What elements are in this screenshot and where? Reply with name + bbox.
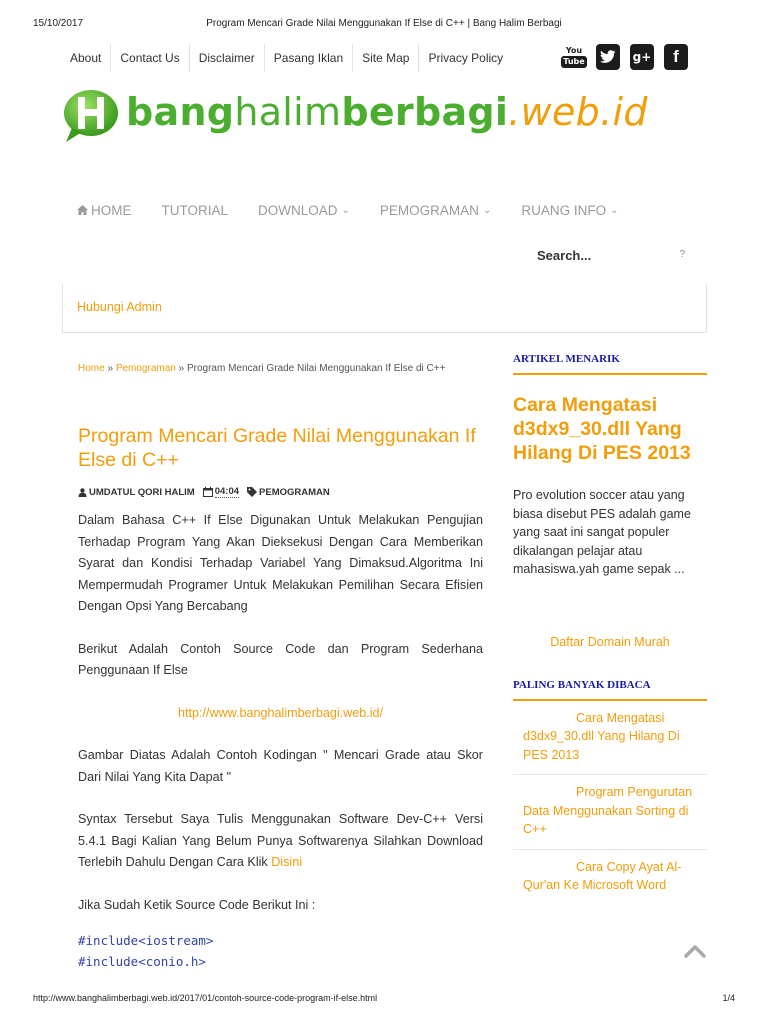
popular-post-item[interactable] (513, 850, 707, 905)
article-paragraph: Dalam Bahasa C++ If Else Digunakan Untuk Melakukan Pengujian Terhadap Program Yang Akan Dieksekusi Dengan Cara Memberikan Syarat dan Kondisi Terhadap Variabel Yang Dimaksud.Algoritma Ini Mempermudah Programer Untuk Melakukan Pemilihan Secara Efisien Dengan Opsi Yang Bercabang (78, 513, 483, 613)
topnav-site-map[interactable]: Site Map (353, 44, 419, 72)
post-time-value: 04:04 (214, 486, 240, 497)
search-icon[interactable]: ? (679, 249, 685, 260)
print-header (33, 18, 735, 32)
popular-post-title: Cara Copy Ayat Al-Qur'an Ke Microsoft Word (523, 859, 682, 892)
breadcrumb-separator: » (175, 363, 187, 374)
print-url: http://www.banghalimberbagi.web.id/2017/01/contoh-source-code-program-if-else.html (33, 993, 378, 1003)
article-paragraph: Jika Sudah Ketik Source Code Berikut Ini : (78, 897, 316, 912)
nav-download[interactable] (258, 203, 350, 218)
article-body (78, 510, 483, 972)
chevron-down-icon: ⌄ (341, 204, 350, 216)
print-page-number: 1/4 (722, 993, 735, 1003)
nav-ruang-info-label: RUANG INFO (521, 202, 607, 218)
nav-pemrograman-label: PEMOGRAMAN (379, 202, 479, 218)
article-paragraph: Gambar Diatas Adalah Contoh Kodingan " Mencari Grade atau Skor Dari Nilai Yang Kita Dapat " (78, 748, 483, 784)
twitter-icon[interactable] (596, 44, 620, 70)
youtube-tube-text: Tube (563, 56, 585, 66)
breadcrumb-category[interactable]: Pemograman (115, 363, 176, 374)
post-author-name: UMDATUL QORI HALIM (89, 486, 195, 498)
popular-posts-widget (513, 671, 707, 905)
topnav-about[interactable]: About (62, 44, 111, 72)
post-author[interactable] (78, 487, 195, 498)
sidebar (513, 345, 707, 905)
breadcrumb-separator: » (104, 363, 116, 374)
search-placeholder: Search... (537, 248, 592, 263)
logo-bang: bang (126, 90, 235, 134)
contact-admin-bar (62, 284, 707, 333)
calendar-icon (203, 487, 213, 497)
home-icon (77, 205, 88, 215)
google-plus-icon[interactable] (630, 44, 654, 70)
topnav-privacy-policy[interactable]: Privacy Policy (428, 51, 504, 65)
breadcrumb-current: Program Mencari Grade Nilai Menggunakan If Else di C++ (186, 363, 446, 374)
youtube-icon[interactable] (562, 44, 586, 70)
logo-domain: .web.id (508, 90, 648, 134)
post-category[interactable] (247, 487, 330, 498)
logo-berbagi: berbagi (341, 90, 509, 134)
breadcrumb (78, 363, 445, 374)
popular-post-item[interactable] (513, 775, 707, 850)
post-category-label: PEMOGRAMAN (259, 486, 330, 498)
twitter-bird-glyph (600, 50, 616, 64)
popular-post-title: Program Pengurutan Data Menggunakan Sorting di C++ (523, 785, 693, 836)
nav-tutorial-label: TUTORIAL (161, 202, 229, 218)
site-logo[interactable] (62, 86, 702, 148)
featured-article-title[interactable]: Cara Mengatasi d3dx9_30.dll Yang Hilang Di PES 2013 (513, 394, 691, 464)
post-time[interactable] (203, 486, 239, 498)
logo-wordmark (126, 90, 648, 134)
nav-tutorial[interactable] (162, 203, 229, 218)
image-caption-link[interactable]: http://www.banghalimberbagi.web.id/ (177, 705, 384, 720)
post-title: Program Mencari Grade Nilai Menggunakan If Else di C++ (78, 425, 476, 471)
topnav-disclaimer[interactable]: Disclaimer (190, 44, 265, 72)
nav-pemrograman[interactable] (380, 203, 491, 218)
domain-ad-link[interactable]: Daftar Domain Murah (550, 634, 670, 649)
nav-home-label: HOME (91, 202, 132, 218)
article-paragraph-text: Syntax Tersebut Saya Tulis Menggunakan Software Dev-C++ Versi 5.4.1 Bagi Kalian Yang Belum Punya Softwarenya Silahkan Download Terlebih Dahulu Dengan Cara Klik (78, 812, 483, 869)
widget-title-artikel-menarik: ARTIKEL MENARIK (513, 345, 707, 375)
main-nav (62, 200, 706, 220)
article-paragraph: Berikut Adalah Contoh Source Code dan Program Sederhana Penggunaan If Else (78, 641, 483, 677)
facebook-glyph: f (673, 47, 679, 66)
top-nav (62, 44, 512, 72)
code-line: #include<conio.h> (78, 954, 206, 969)
back-to-top-icon[interactable] (684, 944, 706, 958)
social-links (562, 44, 688, 70)
chevron-down-icon: ⌄ (610, 204, 619, 216)
user-icon (78, 488, 87, 497)
nav-ruang-info[interactable] (521, 203, 618, 218)
logo-h-bubble-icon (62, 88, 120, 144)
tag-icon (247, 487, 257, 497)
breadcrumb-home[interactable]: Home (78, 363, 105, 374)
topnav-contact-us[interactable]: Contact Us (111, 44, 189, 72)
widget-title-paling-banyak-dibaca: PALING BANYAK DIBACA (513, 671, 707, 701)
article-paragraph (78, 809, 483, 874)
print-footer (33, 993, 735, 1007)
popular-post-title: Cara Mengatasi d3dx9_30.dll Yang Hilang Di PES 2013 (523, 710, 680, 762)
topnav-pasang-iklan[interactable]: Pasang Iklan (265, 44, 353, 72)
post-meta (78, 486, 338, 498)
featured-article-excerpt: Pro evolution soccer atau yang biasa disebut PES adalah game yang saat ini sangat populer dikalangan pelajar atau mahasiswa.yah game sepak ... (513, 488, 691, 576)
youtube-you-text: You (565, 45, 583, 55)
facebook-icon[interactable] (664, 44, 688, 70)
print-title: Program Mencari Grade Nilai Menggunakan If Else di C++ | Bang Halim Berbagi (206, 18, 562, 29)
popular-post-item[interactable] (513, 701, 707, 776)
nav-download-label: DOWNLOAD (258, 202, 338, 218)
nav-home[interactable] (77, 203, 132, 218)
chevron-down-icon: ⌄ (482, 204, 492, 216)
search-input[interactable] (537, 246, 707, 266)
google-plus-glyph: g+ (632, 50, 652, 64)
contact-admin-link[interactable]: Hubungi Admin (77, 300, 162, 314)
logo-halim: halim (234, 90, 342, 134)
code-line: #include<iostream> (78, 933, 214, 948)
download-link[interactable]: Disini (271, 855, 303, 869)
print-date: 15/10/2017 (33, 18, 84, 29)
